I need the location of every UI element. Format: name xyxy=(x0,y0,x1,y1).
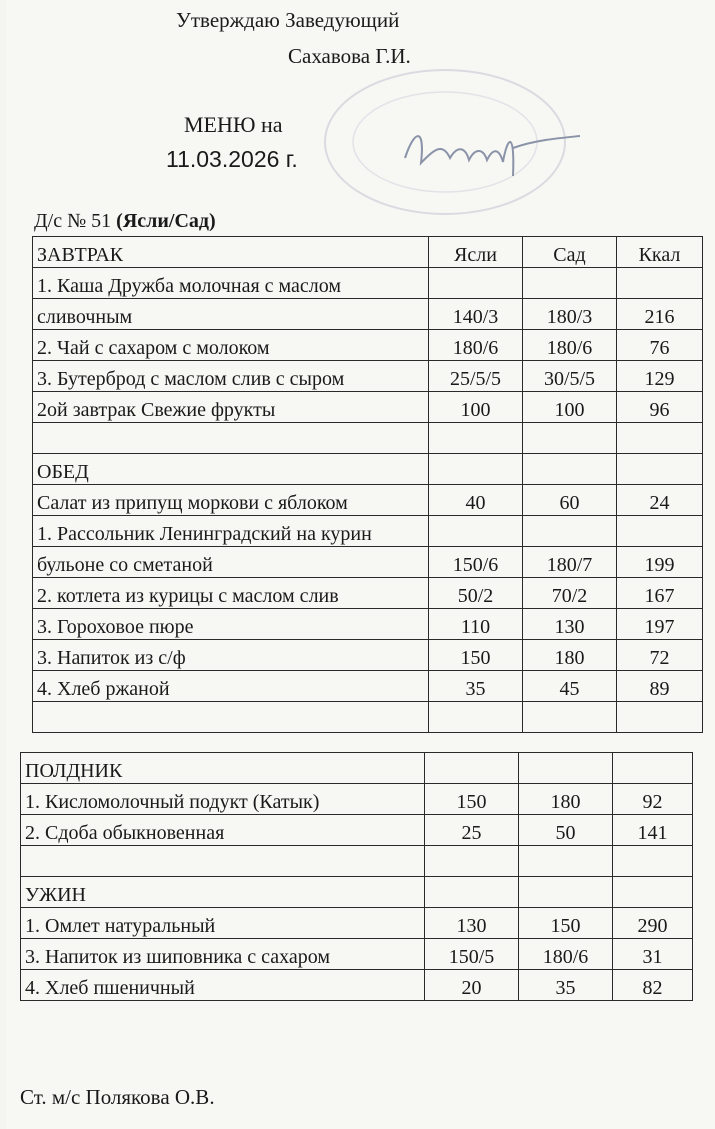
portion-sad: 100 xyxy=(523,392,617,423)
menu-table-day xyxy=(32,236,703,733)
portion-yasli: 140/3 xyxy=(429,299,523,330)
portion-yasli xyxy=(429,516,523,547)
portion-sad: 180/3 xyxy=(523,299,617,330)
approve-line: Утверждаю Заведующий xyxy=(176,8,400,32)
portion-sad: 70/2 xyxy=(523,578,617,609)
empty-row xyxy=(21,846,693,877)
dish-name: 1. Омлет натуральный xyxy=(21,908,425,939)
dish-name: сливочным xyxy=(33,299,429,330)
dinner-rows xyxy=(21,908,693,1001)
portion-sad: 180 xyxy=(519,784,613,815)
dish-name: 2. Сдоба обыкновенная xyxy=(21,815,425,846)
kcal-value: 141 xyxy=(613,815,693,846)
portion-yasli: 150/5 xyxy=(425,939,519,970)
kcal-value: 92 xyxy=(613,784,693,815)
portion-yasli: 50/2 xyxy=(429,578,523,609)
portion-yasli: 100 xyxy=(429,392,523,423)
portion-sad: 30/5/5 xyxy=(523,361,617,392)
dish-name: 4. Хлеб пшеничный xyxy=(21,970,425,1001)
portion-sad: 45 xyxy=(523,671,617,702)
dish-row xyxy=(21,815,693,846)
dish-row xyxy=(21,784,693,815)
dish-row xyxy=(33,547,703,578)
empty-row xyxy=(33,423,703,454)
dish-name: 2. котлета из курицы с маслом слив xyxy=(33,578,429,609)
dish-row xyxy=(21,908,693,939)
kcal-value: 167 xyxy=(617,578,703,609)
portion-yasli: 150/6 xyxy=(429,547,523,578)
portion-yasli: 130 xyxy=(425,908,519,939)
dish-row xyxy=(33,268,703,299)
portion-yasli: 150 xyxy=(425,784,519,815)
col-header-yasli: Ясли xyxy=(429,237,523,268)
dish-name: 1. Кисломолочный подукт (Катык) xyxy=(21,784,425,815)
dish-name: 3. Напиток из с/ф xyxy=(33,640,429,671)
section-title-dinner: УЖИН xyxy=(21,877,425,908)
dish-row xyxy=(33,330,703,361)
portion-yasli: 110 xyxy=(429,609,523,640)
portion-sad: 150 xyxy=(519,908,613,939)
kcal-value: 197 xyxy=(617,609,703,640)
lunch-header-row xyxy=(33,454,703,485)
dish-row xyxy=(21,939,693,970)
dish-row xyxy=(21,970,693,1001)
kcal-value xyxy=(617,516,703,547)
menu-title: МЕНЮ на xyxy=(184,112,283,137)
kcal-value: 290 xyxy=(613,908,693,939)
portion-yasli: 180/6 xyxy=(429,330,523,361)
kcal-value: 82 xyxy=(613,970,693,1001)
portion-sad: 180 xyxy=(523,640,617,671)
dish-row xyxy=(33,485,703,516)
dish-row xyxy=(33,516,703,547)
kcal-value: 216 xyxy=(617,299,703,330)
kcal-value: 199 xyxy=(617,547,703,578)
dish-name: Салат из припущ моркови с яблоком xyxy=(33,485,429,516)
dish-name: 2. Чай с сахаром с молоком xyxy=(33,330,429,361)
dish-row xyxy=(33,609,703,640)
portion-sad: 180/6 xyxy=(523,330,617,361)
breakfast-header-row xyxy=(33,237,703,268)
snack-rows xyxy=(21,784,693,846)
portion-sad: 180/7 xyxy=(523,547,617,578)
kcal-value: 129 xyxy=(617,361,703,392)
dish-name: 3. Гороховое пюре xyxy=(33,609,429,640)
dish-name: 2ой завтрак Свежие фрукты xyxy=(33,392,429,423)
dish-name: 3. Напиток из шиповника с сахаром xyxy=(21,939,425,970)
dish-name: бульоне со сметаной xyxy=(33,547,429,578)
signature-mark xyxy=(395,118,585,188)
dish-row xyxy=(33,578,703,609)
portion-sad: 60 xyxy=(523,485,617,516)
portion-yasli: 40 xyxy=(429,485,523,516)
dish-name: 1. Рассольник Ленинградский на курин xyxy=(33,516,429,547)
portion-yasli: 25/5/5 xyxy=(429,361,523,392)
dish-row xyxy=(33,361,703,392)
portion-sad: 35 xyxy=(519,970,613,1001)
dish-name: 3. Бутерброд с маслом слив с сыром xyxy=(33,361,429,392)
dish-name: 1. Каша Дружба молочная с маслом xyxy=(33,268,429,299)
portion-sad: 180/6 xyxy=(519,939,613,970)
dish-row xyxy=(33,640,703,671)
portion-yasli xyxy=(429,268,523,299)
kcal-value: 89 xyxy=(617,671,703,702)
dish-row xyxy=(33,392,703,423)
section-title-lunch: ОБЕД xyxy=(33,454,429,485)
col-header-kcal: Ккал xyxy=(617,237,703,268)
org-group: (Ясли/Сад) xyxy=(116,210,216,232)
menu-table-evening xyxy=(20,752,693,1001)
col-header-sad: Сад xyxy=(523,237,617,268)
approver-name: Сахавова Г.И. xyxy=(288,44,411,68)
portion-sad: 50 xyxy=(519,815,613,846)
kcal-value: 72 xyxy=(617,640,703,671)
footer-signatory: Ст. м/с Полякова О.В. xyxy=(20,1085,215,1109)
portion-sad xyxy=(523,268,617,299)
menu-date: 11.03.2026 г. xyxy=(166,146,298,172)
kcal-value: 31 xyxy=(613,939,693,970)
dish-row xyxy=(33,671,703,702)
org-prefix: Д/с № 51 xyxy=(34,210,117,232)
portion-sad xyxy=(523,516,617,547)
portion-yasli: 25 xyxy=(425,815,519,846)
portion-yasli: 150 xyxy=(429,640,523,671)
snack-header-row xyxy=(21,753,693,784)
kcal-value: 96 xyxy=(617,392,703,423)
kcal-value: 76 xyxy=(617,330,703,361)
dinner-header-row xyxy=(21,877,693,908)
kcal-value: 24 xyxy=(617,485,703,516)
portion-yasli: 20 xyxy=(425,970,519,1001)
section-title-breakfast: ЗАВТРАК xyxy=(33,237,429,268)
kcal-value xyxy=(617,268,703,299)
dish-row xyxy=(33,299,703,330)
section-title-snack: ПОЛДНИК xyxy=(21,753,425,784)
portion-sad: 130 xyxy=(523,609,617,640)
portion-yasli: 35 xyxy=(429,671,523,702)
lunch-rows xyxy=(33,485,703,702)
org-line xyxy=(34,210,216,233)
dish-name: 4. Хлеб ржаной xyxy=(33,671,429,702)
empty-row xyxy=(33,702,703,733)
breakfast-rows xyxy=(33,268,703,423)
